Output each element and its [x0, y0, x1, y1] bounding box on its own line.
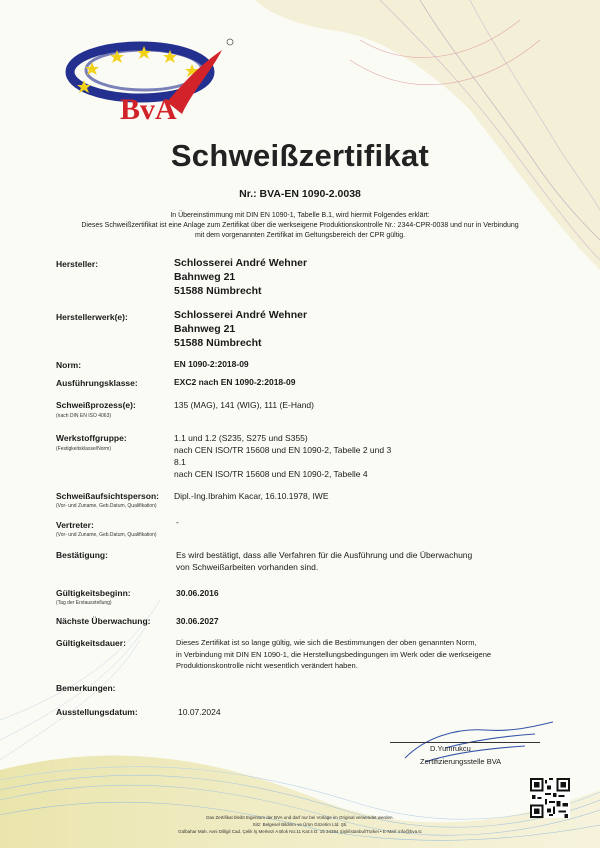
herstellerwerk-value: [174, 308, 307, 350]
vertreter-value: -: [176, 517, 179, 527]
werkstoffgruppe-value: [174, 432, 391, 480]
footer-line-1: Das Zertifikat bleibt Eigentum der BVA und darf nur bei Vorlage im Original verwendet werden.: [206, 815, 394, 820]
intro-line-2: Dieses Schweißzertifikat ist eine Anlage zum Zertifikat über die werkseigene Produktionskontrolle Nr.: 2344-CPR-0038 und nur in Verbindung: [81, 222, 519, 229]
bva-logo: [62, 32, 242, 127]
gueltigkeitsdauer-value: [176, 637, 491, 672]
norm-value: EN 1090-2:2018-09: [174, 359, 249, 369]
ausfuehrungsklasse-label: Ausführungsklasse:: [56, 378, 138, 388]
signature-name: D.Yumrukcu: [430, 744, 471, 753]
vertreter-sublabel: (Vor- und Zuname, Geb.Datum, Qualifikation): [56, 532, 157, 538]
schweissaufsicht-label: Schweißaufsichtsperson:: [56, 491, 159, 501]
gueltigkeitsbeginn-sublabel: (Tag der Erstausstellung): [56, 600, 112, 606]
intro-line-1: In Übereinstimmung mit DIN EN 1090-1, Tabelle B.1, wird hiermit Folgendes erklärt:: [170, 212, 430, 219]
footer-line-3: Gülbahar Mah. Avni Dilligil Cad. Çelik İş Merkezi A Blok No:11 Kat:4 D: 15 34394 Şişli/İstanbul/Türkei • E-Mail: info@bva.tc: [178, 829, 422, 834]
werkstoffgruppe-label: Werkstoffgruppe:: [56, 433, 127, 443]
herstellerwerk-city: 51588 Nümbrecht: [174, 337, 262, 349]
naechste-ueberwachung-value: 30.06.2027: [176, 616, 219, 626]
intro-line-3: mit dem vorgenannten Zertifikat im Geltungsbereich der CPR gültig.: [194, 232, 406, 239]
certificate-number: Nr.: BVA-EN 1090-2.0038: [239, 188, 361, 200]
werkstoffgruppe-line-2: nach CEN ISO/TR 15608 und EN 1090-2, Tabelle 2 und 3: [174, 445, 392, 455]
werkstoffgruppe-line-1: 1.1 und 1.2 (S235, S275 und S355): [174, 433, 308, 443]
schweissprozess-value: 135 (MAG), 141 (WIG), 111 (E-Hand): [174, 400, 314, 410]
logo-text: BvA: [120, 93, 177, 126]
werkstoffgruppe-line-3: 8.1: [174, 457, 186, 467]
bemerkungen-label: Bemerkungen:: [56, 683, 116, 693]
ausfuehrungsklasse-value: EXC2 nach EN 1090-2:2018-09: [174, 377, 296, 387]
herstellerwerk-street: Bahnweg 21: [174, 323, 236, 335]
gueltigkeitsdauer-line-1: Dieses Zertifikat ist so lange gültig, wie sich die Bestimmungen der oben genannten Norm,: [176, 638, 477, 647]
gueltigkeitsbeginn-value: 30.06.2016: [176, 588, 219, 598]
gueltigkeitsdauer-label: Gültigkeitsdauer:: [56, 638, 126, 648]
herstellerwerk-label: Herstellerwerk(e):: [56, 312, 128, 322]
vertreter-label: Vertreter:: [56, 520, 94, 530]
intro-text: [30, 211, 570, 241]
footer-line-2: Sitz: Belgesel Bildirim ve Ürün Gözetim Ltd. Şti.: [252, 822, 348, 827]
hersteller-city: 51588 Nümbrecht: [174, 285, 262, 297]
schweissaufsicht-sublabel: (Vor- und Zuname, Geb.Datum, Qualifikation): [56, 503, 157, 509]
hersteller-name: Schlosserei André Wehner: [174, 257, 308, 269]
hersteller-label: Hersteller:: [56, 259, 99, 269]
gueltigkeitsdauer-line-3: Produktionskontrolle nicht wesentlich verändert haben.: [176, 661, 358, 670]
werkstoffgruppe-line-4: nach CEN ISO/TR 15608 und EN 1090-2, Tabelle 4: [174, 469, 368, 479]
naechste-ueberwachung-label: Nächste Überwachung:: [56, 616, 151, 626]
werkstoffgruppe-sublabel: (Festigkeitsklasse/Norm): [56, 446, 112, 452]
bestaetigung-value: [176, 549, 472, 573]
schweissprozess-label: Schweißprozess(e):: [56, 400, 136, 410]
gueltigkeitsbeginn-label: Gültigkeitsbeginn:: [56, 588, 131, 598]
bestaetigung-line-2: von Schweißarbeiten vorhanden sind.: [176, 562, 319, 572]
bestaetigung-line-1: Es wird bestätigt, dass alle Verfahren für die Ausführung und die Überwachung: [176, 550, 473, 560]
document-title: Schweißzertifikat: [170, 138, 430, 173]
norm-label: Norm:: [56, 360, 82, 370]
gueltigkeitsdauer-line-2: in Verbindung mit DIN EN 1090-1, die Herstellungsbedingungen im Werk oder die werkseigene: [176, 649, 492, 659]
herstellerwerk-name: Schlosserei André Wehner: [174, 309, 308, 321]
hersteller-value: [174, 256, 307, 298]
hersteller-street: Bahnweg 21: [174, 271, 236, 283]
schweissaufsicht-value: Dipl.-Ing.Ibrahim Kacar, 16.10.1978, IWE: [174, 491, 329, 501]
bestaetigung-label: Bestätigung:: [56, 550, 108, 560]
schweissprozess-sublabel: (nach DIN EN ISO 4063): [56, 413, 112, 419]
qr-code: [530, 778, 570, 818]
ausstellungsdatum-value: 10.07.2024: [178, 707, 221, 717]
signature-line: [390, 742, 540, 743]
signature-role: Zertifizierungsstelle BVA: [420, 757, 502, 766]
ausstellungsdatum-label: Ausstellungsdatum:: [56, 707, 138, 717]
